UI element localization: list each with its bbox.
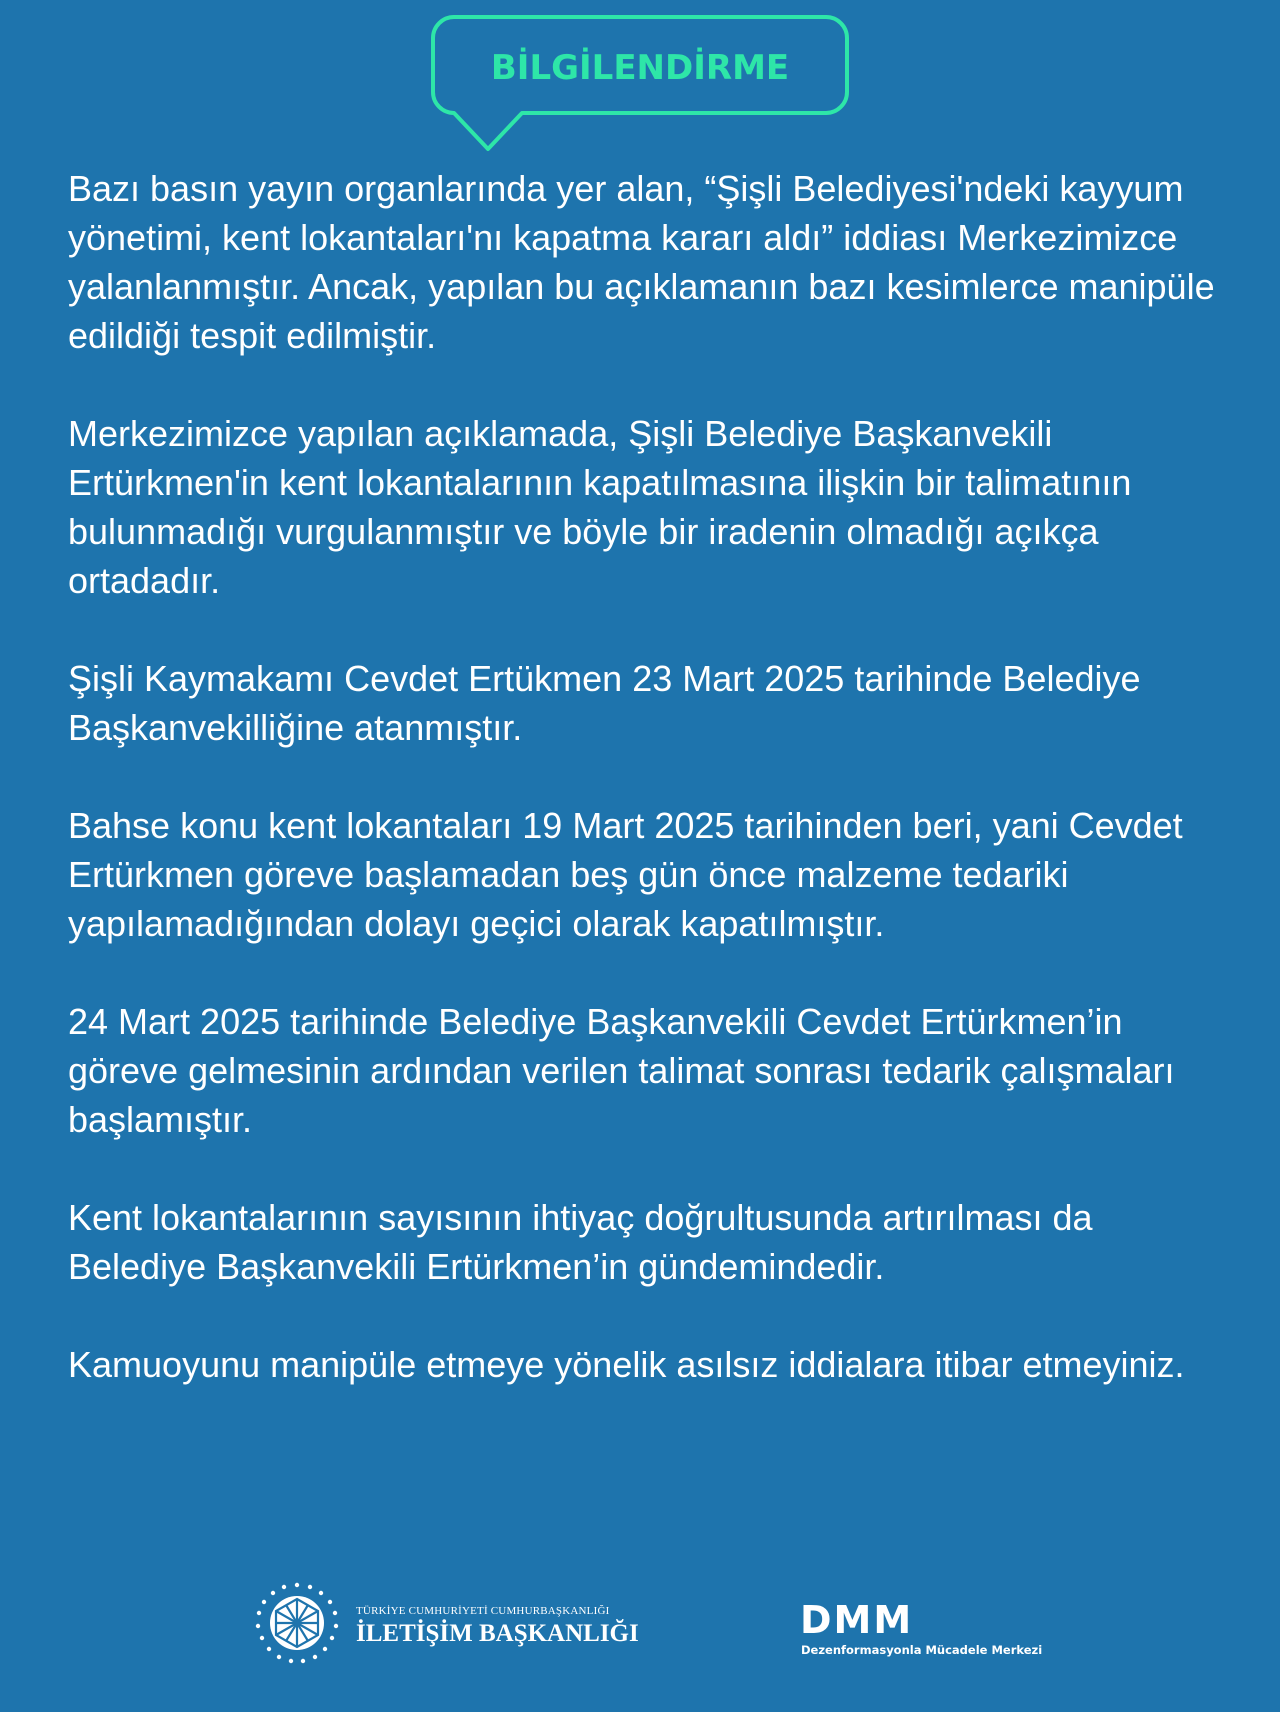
iletisim-title: İLETİŞİM BAŞKANLIĞI	[356, 1620, 639, 1647]
paragraph-2: Merkezimizce yapılan açıklamada, Şişli Belediye Başkanvekili Ertürkmen'in kent lokantalarının kapatılmasına ilişkin bir talimatının bulunmadığı vurgulanmıştır ve böyle bir iradenin olmadığı açıkça ortadadır.	[68, 413, 1132, 601]
paragraph-7: Kamuoyunu manipüle etmeye yönelik asılsız iddialara itibar etmeyiniz.	[68, 1344, 1185, 1385]
paragraph-1: Bazı basın yayın organlarında yer alan, “Şişli Belediyesi'ndeki kayyum yönetimi, kent lokantaları'nı kapatma kararı aldı” iddiası Merkezimizce yalanlanmıştır. Ancak, yapılan bu açıklamanın bazı kesimlerce manipüle edildiği tespit edilmiştir.	[68, 168, 1215, 356]
dmm-subtitle: Dezenformasyonla Mücadele Merkezi	[801, 1643, 1043, 1657]
paragraph-6: Kent lokantalarının sayısının ihtiyaç doğrultusunda artırılması da Belediye Başkanvekili Ertürkmen’in gündemindedir.	[68, 1197, 1093, 1287]
paragraph-5: 24 Mart 2025 tarihinde Belediye Başkanvekili Cevdet Ertürkmen’in göreve gelmesinin ardından verilen talimat sonrası tedarik çalışmaları başlamıştır.	[68, 1001, 1175, 1140]
statement-body	[68, 164, 1218, 1438]
header-badge	[430, 14, 850, 154]
iletisim-emblem-icon	[255, 1581, 339, 1665]
dmm-logo: DMM	[800, 1598, 914, 1642]
badge-label: BİLGİLENDİRME	[490, 48, 790, 88]
footer-logos	[0, 1575, 1280, 1695]
paragraph-3: Şişli Kaymakamı Cevdet Ertükmen 23 Mart 2025 tarihinde Belediye Başkanvekilliğine atanmıştır.	[68, 658, 1141, 748]
iletisim-subtitle: TÜRKİYE CUMHURİYETİ CUMHURBAŞKANLIĞI	[356, 1605, 610, 1617]
paragraph-4: Bahse konu kent lokantaları 19 Mart 2025 tarihinden beri, yani Cevdet Ertürkmen göreve başlamadan beş gün önce malzeme tedariki yapılamadığından dolayı geçici olarak kapatılmıştır.	[68, 805, 1183, 944]
